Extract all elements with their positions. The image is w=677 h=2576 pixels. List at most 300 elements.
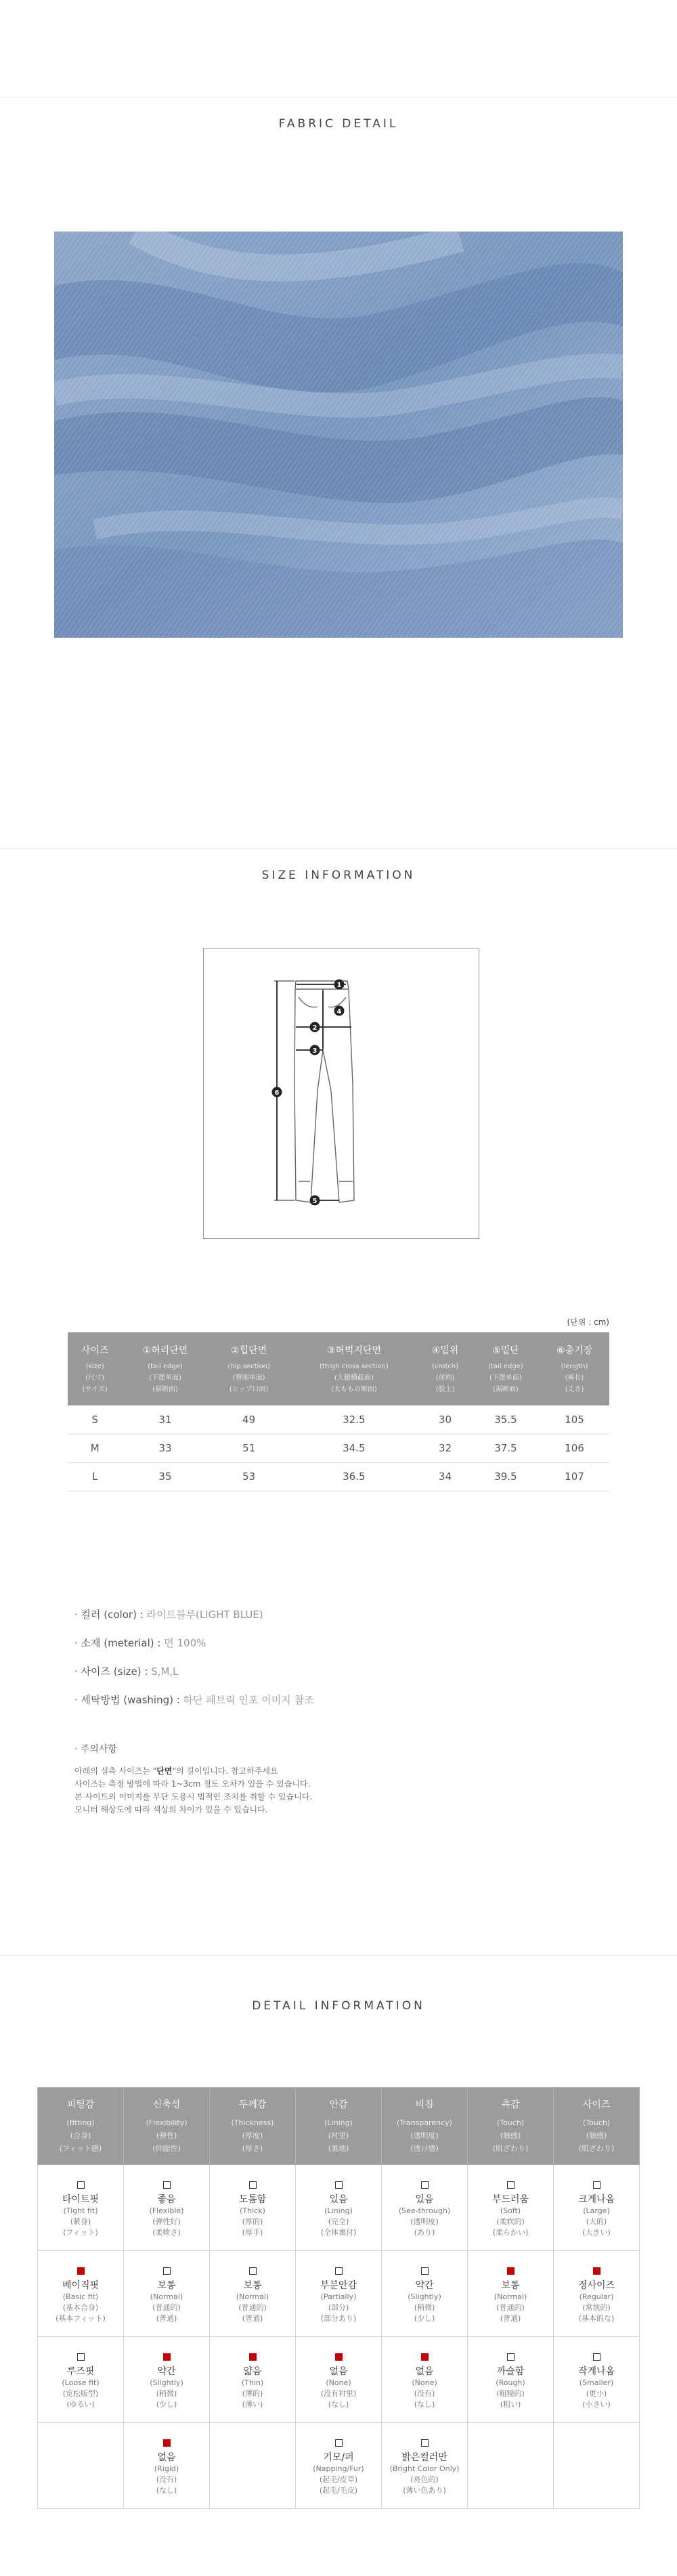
size-header-jp: (ヒップ口面) <box>229 1385 269 1393</box>
detail-cell <box>296 2165 382 2251</box>
size-row-m <box>68 1434 609 1462</box>
size-header-en: (tail edge) <box>148 1362 183 1370</box>
size-header-cn: (尺寸) <box>85 1374 105 1382</box>
detail-option-en: (Bright Color Only) <box>389 2464 460 2473</box>
detail-option-label: 부분안감 <box>320 2279 357 2291</box>
unchecked-box-icon <box>77 2181 85 2189</box>
size-header-jp: (裾断面) <box>152 1385 178 1393</box>
detail-cell <box>468 2423 554 2509</box>
detail-cell <box>124 2165 210 2251</box>
detail-option <box>554 2181 639 2238</box>
detail-cell <box>296 2423 382 2509</box>
detail-option-label: 보통 <box>243 2279 262 2291</box>
detail-option <box>382 2181 467 2238</box>
detail-option-cn: (紧身) <box>70 2217 91 2226</box>
detail-option-jp: (なし) <box>328 2399 349 2409</box>
unchecked-box-icon <box>249 2267 257 2275</box>
detail-header-jp: (裏地) <box>328 2144 349 2153</box>
detail-header-main: 사이즈 <box>582 2099 611 2110</box>
unchecked-box-icon <box>507 2181 515 2189</box>
fabric-photo <box>54 232 623 638</box>
detail-cell <box>554 2423 640 2509</box>
detail-option-en: (Loose fit) <box>62 2378 100 2387</box>
detail-option-cn: (没有) <box>156 2474 177 2484</box>
detail-option-selected <box>210 2353 295 2410</box>
detail-table <box>37 2087 640 2509</box>
detail-option-label: 크게나옴 <box>577 2193 615 2205</box>
detail-option-cn: (亮色的) <box>410 2474 439 2484</box>
detail-option-jp: (柔らかい) <box>492 2227 529 2237</box>
detail-option-cn: (粗糙的) <box>496 2388 525 2398</box>
detail-cell <box>382 2251 468 2337</box>
detail-header-cn: (厚度) <box>242 2131 263 2140</box>
detail-option-label: 없음 <box>157 2451 176 2463</box>
size-header-cn: (前裆) <box>435 1374 455 1382</box>
detail-header-main: 두께감 <box>238 2099 267 2110</box>
detail-header-cn: (触感) <box>500 2131 521 2140</box>
size-header-cn: (裤长) <box>565 1374 584 1382</box>
size-cell: 105 <box>540 1405 609 1434</box>
size-header-cell <box>418 1332 472 1405</box>
detail-header-cn: (合身) <box>70 2131 91 2140</box>
detail-option-en: (Lining) <box>324 2206 353 2215</box>
detail-option-jp: (基本的な) <box>578 2313 615 2323</box>
unchecked-box-icon <box>421 2181 429 2189</box>
diagram-marker-3: 3 <box>312 1047 318 1055</box>
info-label: · 소재 (meterial) : <box>74 1637 165 1649</box>
detail-header-cn: (弹性) <box>156 2131 177 2140</box>
detail-option-cn: (普通的) <box>496 2302 525 2312</box>
detail-cell <box>468 2165 554 2251</box>
detail-option-jp: (粗い) <box>500 2399 521 2409</box>
detail-row <box>38 2251 640 2337</box>
detail-header-en: (fitting) <box>66 2118 95 2127</box>
detail-header-cn: (透明度) <box>410 2131 439 2140</box>
detail-option-en: (Thin) <box>241 2378 264 2387</box>
detail-header-jp: (厚さ) <box>242 2144 263 2153</box>
detail-option-en: (Tight fit) <box>63 2206 98 2215</box>
detail-header-cn: (触感) <box>586 2131 607 2140</box>
detail-option-en: (Soft) <box>500 2206 521 2215</box>
detail-option-en: (Normal) <box>236 2292 269 2301</box>
detail-row <box>38 2337 640 2423</box>
detail-option <box>382 2267 467 2324</box>
diagram-marker-1: 1 <box>336 982 342 989</box>
info-color <box>74 1600 616 1629</box>
detail-option-cn: (基本合身) <box>62 2302 99 2312</box>
detail-option-label: 루즈핏 <box>66 2365 95 2377</box>
size-cell: 31 <box>122 1405 208 1434</box>
detail-option <box>296 2439 381 2496</box>
size-header-en: (thigh cross section) <box>319 1362 389 1370</box>
size-header-main: ②힙단면 <box>231 1345 267 1356</box>
unchecked-box-icon <box>335 2181 343 2189</box>
size-header-main: ③허벅지단면 <box>326 1345 381 1356</box>
pants-size-diagram <box>203 948 479 1239</box>
detail-option-label: 보통 <box>501 2279 520 2291</box>
size-row-s <box>68 1405 609 1434</box>
detail-option-selected <box>296 2353 381 2410</box>
size-unit-label: (단위 : cm) <box>567 1317 609 1327</box>
detail-option-cn: (没有衬里) <box>320 2388 357 2398</box>
detail-cell <box>382 2337 468 2423</box>
info-material <box>74 1629 616 1657</box>
detail-option <box>468 2353 553 2410</box>
detail-option <box>296 2181 381 2238</box>
detail-option-en: (Smaller) <box>579 2378 614 2387</box>
size-cell: 35 <box>122 1462 208 1491</box>
detail-option <box>124 2267 209 2324</box>
detail-option-cn: (没有) <box>414 2388 435 2398</box>
detail-option-cn: (透明度) <box>410 2217 439 2226</box>
size-header-en: (size) <box>85 1362 104 1370</box>
size-header-cell <box>289 1332 418 1405</box>
detail-option-jp: (普通) <box>242 2313 263 2323</box>
detail-option-jp: (普通) <box>500 2313 521 2323</box>
detail-option-jp: (なし) <box>414 2399 435 2409</box>
detail-cell <box>468 2337 554 2423</box>
info-value: 하단 패브릭 인포 이미지 참조 <box>183 1694 314 1706</box>
info-size <box>74 1657 616 1686</box>
detail-option-en: (Slightly) <box>408 2292 441 2301</box>
size-header-cn: (大腿横截面) <box>334 1374 374 1382</box>
size-header-cn: (下摆单面) <box>489 1374 522 1382</box>
detail-option-label: 도톰함 <box>238 2193 267 2205</box>
detail-option-cn: (薄的) <box>242 2388 263 2398</box>
detail-option <box>554 2353 639 2410</box>
detail-option-jp: (ゆるい) <box>66 2399 95 2409</box>
detail-option <box>468 2181 553 2238</box>
size-cell: S <box>68 1405 122 1434</box>
detail-header-jp: (伸縮性) <box>152 2144 181 2153</box>
detail-option-label: 보통 <box>157 2279 176 2291</box>
detail-option-selected <box>124 2439 209 2496</box>
detail-option-selected <box>124 2353 209 2410</box>
detail-option-en: (See-through) <box>398 2206 451 2215</box>
size-header-jp: (丈さ) <box>565 1385 584 1393</box>
diagram-marker-5: 5 <box>312 1198 318 1205</box>
size-header-main: ⑤밑단 <box>492 1345 519 1356</box>
caution-bold: 단면 <box>156 1766 173 1776</box>
size-cell: 53 <box>209 1462 290 1491</box>
detail-cell <box>210 2165 296 2251</box>
detail-header-en: (Touch) <box>496 2118 525 2127</box>
unchecked-box-icon <box>421 2439 429 2447</box>
detail-header-row <box>38 2088 640 2165</box>
info-label: · 컬러 (color) : <box>74 1609 147 1621</box>
detail-option-cn: (厚的) <box>242 2217 263 2226</box>
detail-option-en: (Rigid) <box>154 2464 179 2473</box>
size-header-cn: (臀围单面) <box>232 1374 265 1382</box>
detail-option-label: 없음 <box>415 2365 434 2377</box>
unchecked-box-icon <box>163 2267 171 2275</box>
size-table-header-row <box>68 1332 609 1405</box>
detail-header-jp: (フィット感) <box>59 2144 102 2153</box>
detail-option-label: 기모/퍼 <box>323 2451 354 2463</box>
detail-option-label: 밝은컬러만 <box>401 2451 447 2463</box>
caution-text: "의 길이입니다. 참고하주세요 <box>172 1766 278 1776</box>
size-cell: 36.5 <box>289 1462 418 1491</box>
detail-header-en: (Touch) <box>582 2118 611 2127</box>
size-row-l <box>68 1462 609 1491</box>
size-header-cell <box>209 1332 290 1405</box>
detail-header-cell <box>210 2088 296 2165</box>
size-cell: 37.5 <box>472 1434 540 1462</box>
detail-option-en: (Large) <box>583 2206 610 2215</box>
detail-header-main: 피팅감 <box>66 2099 95 2110</box>
detail-header-cell <box>468 2088 554 2165</box>
checked-box-icon <box>593 2267 600 2275</box>
detail-cell <box>296 2337 382 2423</box>
size-information-title: SIZE INFORMATION <box>261 869 416 882</box>
info-value: 라이트블루(LIGHT BLUE) <box>146 1609 263 1621</box>
detail-option-en: (Normal) <box>494 2292 527 2301</box>
detail-header-cell <box>554 2088 640 2165</box>
detail-header-main: 비침 <box>415 2099 434 2110</box>
unchecked-box-icon <box>163 2181 171 2189</box>
detail-option-jp: (あり) <box>414 2227 435 2237</box>
detail-header-jp: (透け感) <box>410 2144 439 2153</box>
detail-header-en: (Thickness) <box>231 2118 274 2127</box>
size-header-main: 사이즈 <box>81 1345 109 1356</box>
detail-header-cell <box>124 2088 210 2165</box>
detail-header-cell <box>38 2088 124 2165</box>
detail-option-label: 작게나옴 <box>577 2365 615 2377</box>
detail-header-main: 촉감 <box>501 2099 520 2110</box>
detail-option-en: (Partially) <box>320 2292 357 2301</box>
detail-cell <box>210 2251 296 2337</box>
caution-text: 아래의 실측 사이즈는 " <box>74 1766 157 1776</box>
detail-option-jp: (大きい) <box>582 2227 611 2237</box>
info-label: · 사이즈 (size) : <box>74 1665 152 1678</box>
fabric-detail-title: FABRIC DETAIL <box>278 117 399 131</box>
caution-line <box>74 1765 616 1778</box>
detail-cell <box>38 2165 124 2251</box>
detail-option-label: 정사이즈 <box>577 2279 615 2291</box>
detail-option-jp: (全体裏付) <box>320 2227 357 2237</box>
size-table <box>68 1332 609 1491</box>
detail-header-cell <box>296 2088 382 2165</box>
detail-cell <box>124 2337 210 2423</box>
detail-option-label: 얇음 <box>243 2365 262 2377</box>
detail-option-jp: (普通) <box>156 2313 177 2323</box>
detail-cell <box>38 2337 124 2423</box>
detail-option <box>382 2439 467 2496</box>
detail-cell <box>210 2423 296 2509</box>
detail-header-cn: (衬里) <box>328 2131 349 2140</box>
size-header-jp: (裾断面) <box>493 1385 519 1393</box>
checked-box-icon <box>421 2353 429 2361</box>
checked-box-icon <box>77 2267 85 2275</box>
detail-table-body <box>38 2165 640 2509</box>
caution-notice <box>74 1742 616 1816</box>
detail-cell <box>554 2251 640 2337</box>
detail-option-cn: (常规的) <box>582 2302 611 2312</box>
detail-option-en: (Basic fit) <box>62 2292 99 2301</box>
detail-option-cn: (部分) <box>328 2302 349 2312</box>
detail-option-en: (Thick) <box>240 2206 265 2215</box>
detail-header-en: (Lining) <box>324 2118 353 2127</box>
detail-option-selected <box>38 2267 123 2324</box>
detail-option-cn: (更小) <box>586 2388 607 2398</box>
size-header-main: ①허리단면 <box>142 1345 188 1356</box>
size-cell: 39.5 <box>472 1462 540 1491</box>
detail-option-jp: (薄い色あり) <box>403 2485 446 2495</box>
detail-option-label: 타이트핏 <box>62 2193 100 2205</box>
size-cell: 32 <box>418 1434 472 1462</box>
detail-option <box>38 2353 123 2410</box>
checked-box-icon <box>249 2353 257 2361</box>
size-header-cell <box>122 1332 208 1405</box>
diagram-marker-6: 6 <box>274 1089 280 1097</box>
size-cell: 51 <box>209 1434 290 1462</box>
detail-option-jp: (基本フィット) <box>56 2313 106 2323</box>
unchecked-box-icon <box>77 2353 85 2361</box>
detail-option-cn: (宽松版型) <box>62 2388 99 2398</box>
detail-option-label: 베이직핏 <box>62 2279 100 2291</box>
detail-cell <box>468 2251 554 2337</box>
caution-line: 본 사이트의 이미지를 무단 도용시 법적인 조치를 취할 수 있습니다. <box>74 1792 313 1802</box>
detail-option-en: (Rough) <box>496 2378 525 2387</box>
detail-option-jp: (なし) <box>156 2485 177 2495</box>
detail-option-en: (Slightly) <box>150 2378 183 2387</box>
detail-option-jp: (小さい) <box>582 2399 611 2409</box>
info-value: 면 100% <box>164 1637 206 1649</box>
detail-row <box>38 2423 640 2509</box>
detail-option-en: (Regular) <box>579 2292 614 2301</box>
detail-cell <box>296 2251 382 2337</box>
caution-line: 모니터 해상도에 따라 색상의 차이가 있을 수 있습니다. <box>74 1805 268 1814</box>
size-header-cn: (下摆单面) <box>149 1374 181 1382</box>
detail-option-label: 좋음 <box>157 2193 176 2205</box>
size-header-jp: (股上) <box>435 1385 455 1393</box>
detail-header-main: 신축성 <box>152 2099 181 2110</box>
product-info-list <box>74 1600 616 1714</box>
detail-cell <box>554 2165 640 2251</box>
detail-cell <box>124 2251 210 2337</box>
detail-header-en: (Flexibility) <box>146 2118 188 2127</box>
detail-cell <box>554 2337 640 2423</box>
unchecked-box-icon <box>335 2439 343 2447</box>
detail-option-cn: (完全) <box>328 2217 349 2226</box>
size-header-cell <box>68 1332 122 1405</box>
detail-option-jp: (部分あり) <box>320 2313 357 2323</box>
detail-option-en: (Napping/Fur) <box>313 2464 364 2473</box>
detail-option <box>124 2181 209 2238</box>
detail-option-cn: (稍微) <box>414 2302 435 2312</box>
detail-option-selected <box>554 2267 639 2324</box>
unchecked-box-icon <box>249 2181 257 2189</box>
size-cell: M <box>68 1434 122 1462</box>
size-cell: 49 <box>209 1405 290 1434</box>
unchecked-box-icon <box>335 2267 343 2275</box>
detail-cell <box>38 2423 124 2509</box>
detail-option-cn: (普通的) <box>152 2302 181 2312</box>
checked-box-icon <box>335 2353 343 2361</box>
size-cell: 35.5 <box>472 1405 540 1434</box>
size-cell: 30 <box>418 1405 472 1434</box>
detail-option-cn: (弹性好) <box>152 2217 181 2226</box>
size-header-cell <box>540 1332 609 1405</box>
size-cell: L <box>68 1462 122 1491</box>
detail-option-jp: (少し) <box>156 2399 177 2409</box>
checked-box-icon <box>163 2353 171 2361</box>
diagram-marker-2: 2 <box>312 1024 318 1032</box>
detail-option-jp: (薄い) <box>242 2399 263 2409</box>
detail-header-cell <box>382 2088 468 2165</box>
detail-information-title: DETAIL INFORMATION <box>252 1999 425 2013</box>
info-value: S,M,L <box>151 1665 179 1678</box>
size-cell: 32.5 <box>289 1405 418 1434</box>
detail-option-en: (Flexible) <box>149 2206 184 2215</box>
detail-option-cn: (大的) <box>586 2217 607 2226</box>
size-cell: 106 <box>540 1434 609 1462</box>
detail-option-cn: (普通的) <box>238 2302 267 2312</box>
info-washing <box>74 1686 616 1714</box>
detail-cell <box>38 2251 124 2337</box>
detail-header-main: 안감 <box>329 2099 348 2110</box>
detail-option-label: 있음 <box>415 2193 434 2205</box>
detail-header-jp: (肌ざわり) <box>578 2144 615 2153</box>
caution-line: 사이즈는 측정 방법에 따라 1~3cm 정도 오차가 있을 수 있습니다. <box>74 1779 311 1789</box>
size-cell: 107 <box>540 1462 609 1491</box>
diagram-marker-4: 4 <box>336 1008 342 1016</box>
detail-option-cn: (柔软的) <box>496 2217 525 2226</box>
size-header-en: (hip section) <box>227 1362 270 1370</box>
detail-option-en: (None) <box>326 2378 351 2387</box>
section-divider-1 <box>0 848 677 849</box>
detail-option-selected <box>382 2353 467 2410</box>
detail-option-cn: (起毛/皮草) <box>319 2474 358 2484</box>
detail-option-label: 약간 <box>157 2365 176 2377</box>
detail-header-en: (Transparency) <box>397 2118 452 2127</box>
info-label: · 세탁방법 (washing) : <box>74 1694 183 1706</box>
size-header-main: ⑥총기장 <box>556 1345 593 1356</box>
unchecked-box-icon <box>507 2353 515 2361</box>
unchecked-box-icon <box>593 2353 600 2361</box>
detail-option-label: 약간 <box>415 2279 434 2291</box>
detail-option-jp: (柔軟さ) <box>152 2227 181 2237</box>
detail-cell <box>382 2165 468 2251</box>
detail-option-jp: (起毛/毛皮) <box>319 2485 358 2495</box>
detail-option <box>296 2267 381 2324</box>
checked-box-icon <box>163 2439 171 2447</box>
detail-cell <box>210 2337 296 2423</box>
detail-header-jp: (肌ざわり) <box>492 2144 529 2153</box>
detail-option-cn: (稍微) <box>156 2388 177 2398</box>
detail-option-en: (None) <box>412 2378 437 2387</box>
size-header-jp: (サイズ) <box>82 1385 108 1393</box>
detail-option-label: 있음 <box>329 2193 348 2205</box>
detail-option-label: 부드러움 <box>492 2193 529 2205</box>
detail-option-jp: (厚手) <box>242 2227 263 2237</box>
size-cell: 33 <box>122 1434 208 1462</box>
size-header-cell <box>472 1332 540 1405</box>
detail-option-en: (Normal) <box>150 2292 183 2301</box>
detail-cell <box>382 2423 468 2509</box>
size-header-en: (length) <box>561 1362 588 1370</box>
detail-row <box>38 2165 640 2251</box>
detail-option-jp: (フィット) <box>63 2227 98 2237</box>
detail-cell <box>124 2423 210 2509</box>
caution-title: · 주의사항 <box>74 1744 117 1755</box>
size-header-jp: (太ももの断面) <box>330 1385 377 1393</box>
size-header-en: (crotch) <box>431 1362 459 1370</box>
size-header-main: ④밑위 <box>431 1345 459 1356</box>
detail-option <box>210 2181 295 2238</box>
size-cell: 34.5 <box>289 1434 418 1462</box>
size-cell: 34 <box>418 1462 472 1491</box>
